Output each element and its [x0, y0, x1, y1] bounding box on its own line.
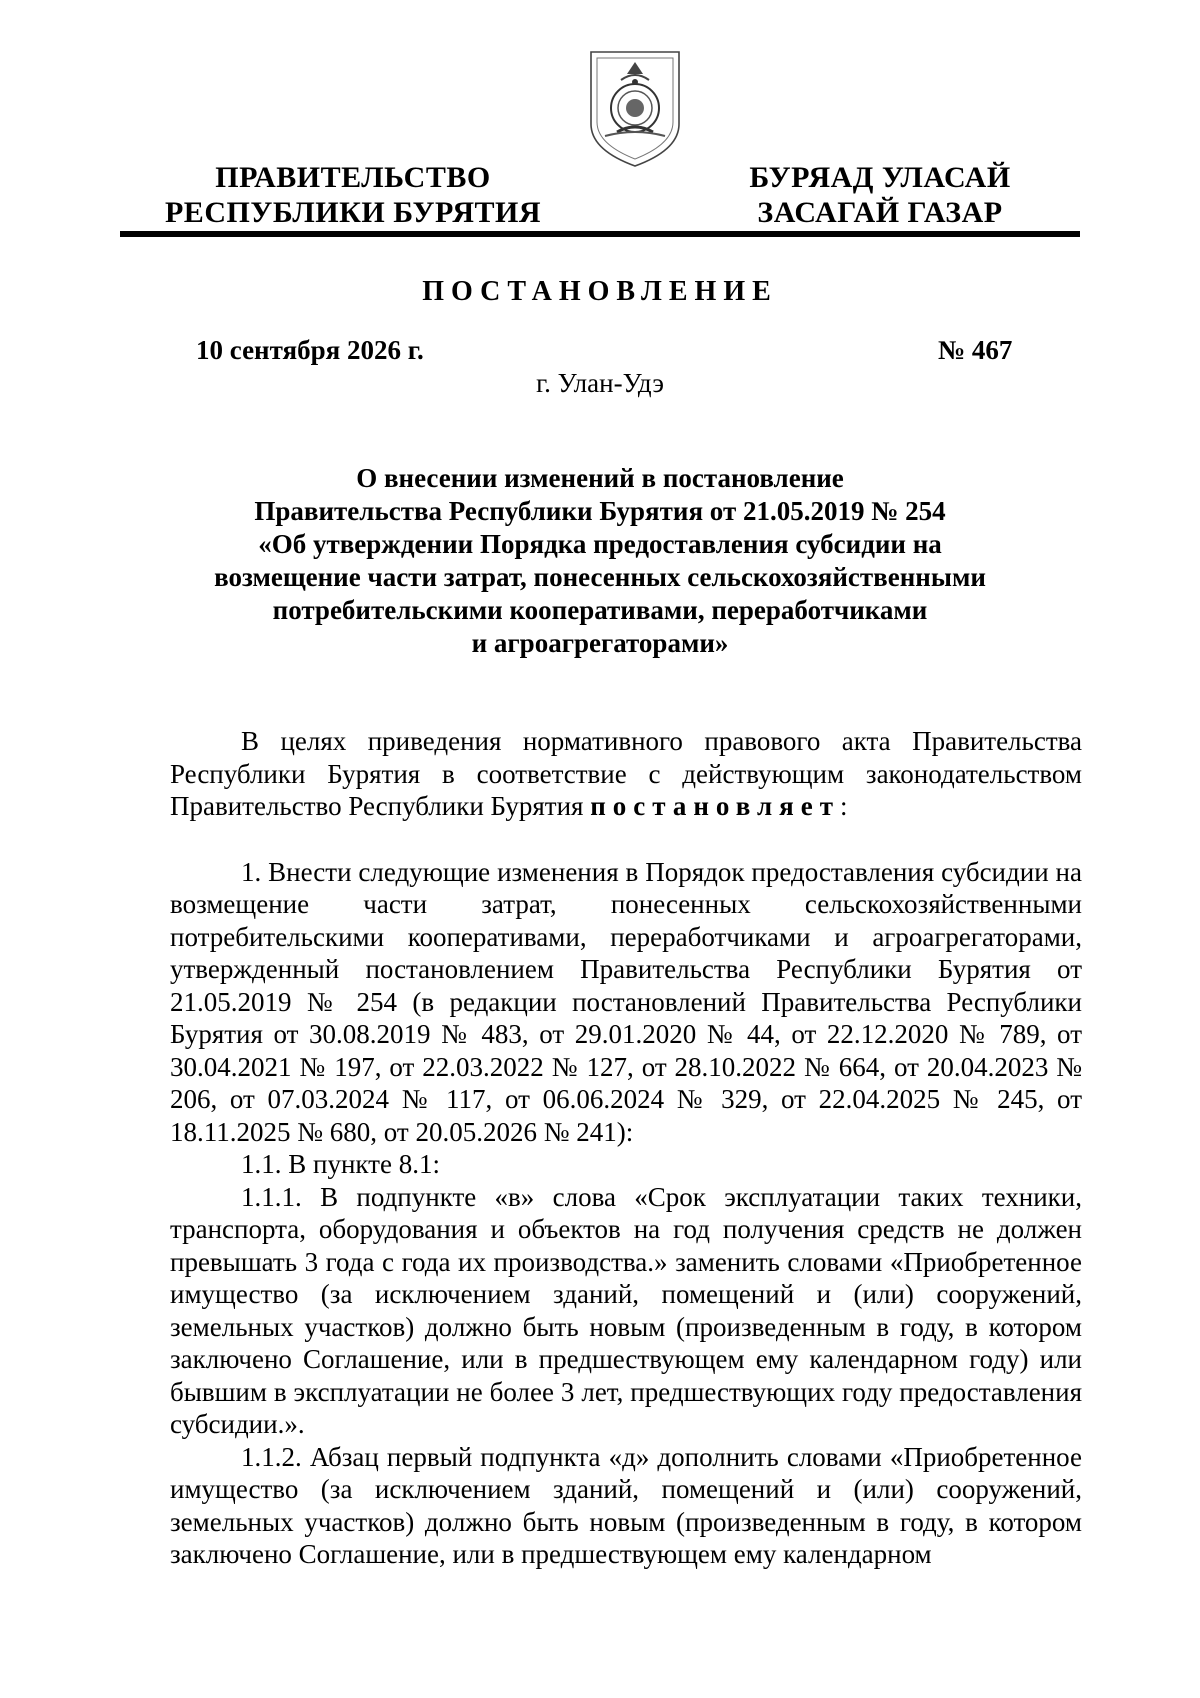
header-right-line1: БУРЯАД УЛАСАЙ — [749, 161, 1011, 194]
title-line: потребительскими кооперативами, переработчиками — [272, 595, 928, 625]
preamble-end: : — [839, 791, 848, 821]
document-body — [170, 725, 1082, 1571]
paragraph-1-1-2: 1.1.2. Абзац первый подпункта «д» дополнить словами «Приобретенное имущество (за исключением зданий, помещений и (или) сооружений, земельных участков) должно быть новым (произведенным в году, в котором заключено Соглашение, или в предшествующем ему календарном — [170, 1441, 1082, 1569]
title-line: О внесении изменений в постановление — [356, 463, 844, 493]
coat-of-arms-icon — [587, 46, 683, 170]
preamble-emphasis: постановляет — [590, 791, 840, 821]
document-number: № 467 — [938, 335, 1013, 365]
title-line: и агроагрегаторами» — [471, 628, 729, 658]
paragraph-1-1: 1.1. В пункте 8.1: — [241, 1149, 440, 1179]
paragraph-1-1-1: 1.1.1. В подпункте «в» слова «Срок эксплуатации таких техники, транспорта, оборудования и объектов на год получения средств не должен превышать 3 года с года их производства.» заменить словами «Приобретенное имущество (за исключением зданий, помещений и (или) сооружений, земельных участков) должно быть новым (произведенным в году, в котором заключено Соглашение, или в предшествующем ему календарном году) или бывшим в эксплуатации не более 3 лет, предшествующих году предоставления субсидии.». — [170, 1181, 1082, 1439]
preamble-paragraph — [170, 725, 1082, 823]
header-left-line1: ПРАВИТЕЛЬСТВО — [215, 161, 491, 194]
title-line: возмещение части затрат, понесенных сельскохозяйственными — [214, 562, 986, 592]
header-divider — [120, 231, 1080, 237]
paragraph-1: 1. Внести следующие изменения в Порядок предоставления субсидии на возмещение части затрат, понесенных сельскохозяйственными потребительскими кооперативами, переработчиками и агроагрегаторами, утвержденный постановлением Правительства Республики Бурятия от 21.05.2019 № 254 (в редакции постановлений Правительства Республики Бурятия от 30.08.2019 № 483, от 29.01.2020 № 44, от 22.12.2020 № 789, от 30.04.2021 № 197, от 22.03.2022 № 127, от 28.10.2022 № 664, от 20.04.2023 № 206, от 07.03.2024 № 117, от 06.06.2024 № 329, от 22.04.2025 № 245, от 18.11.2025 № 680, от 20.05.2026 № 241): — [170, 856, 1082, 1147]
header-left-line2: РЕСПУБЛИКИ БУРЯТИЯ — [164, 196, 542, 229]
document-city: г. Улан-Удэ — [536, 368, 664, 398]
title-line: «Об утверждении Порядка предоставления субсидии на — [258, 529, 942, 559]
header-left — [158, 160, 548, 230]
title-line: Правительства Республики Бурятия от 21.05.2019 № 254 — [254, 496, 946, 526]
document-date: 10 сентября 2026 г. — [196, 335, 424, 365]
document-title — [170, 462, 1030, 660]
document-type: ПОСТАНОВЛЕНИЕ — [422, 276, 778, 307]
header-right — [730, 160, 1030, 230]
preamble-text: В целях приведения нормативного правового акта Правительства Республики Бурятия в соответствие с действующим законодательством Правительство Республики Бурятия — [170, 726, 1082, 821]
header-right-line2: ЗАСАГАЙ ГАЗАР — [757, 196, 1003, 229]
